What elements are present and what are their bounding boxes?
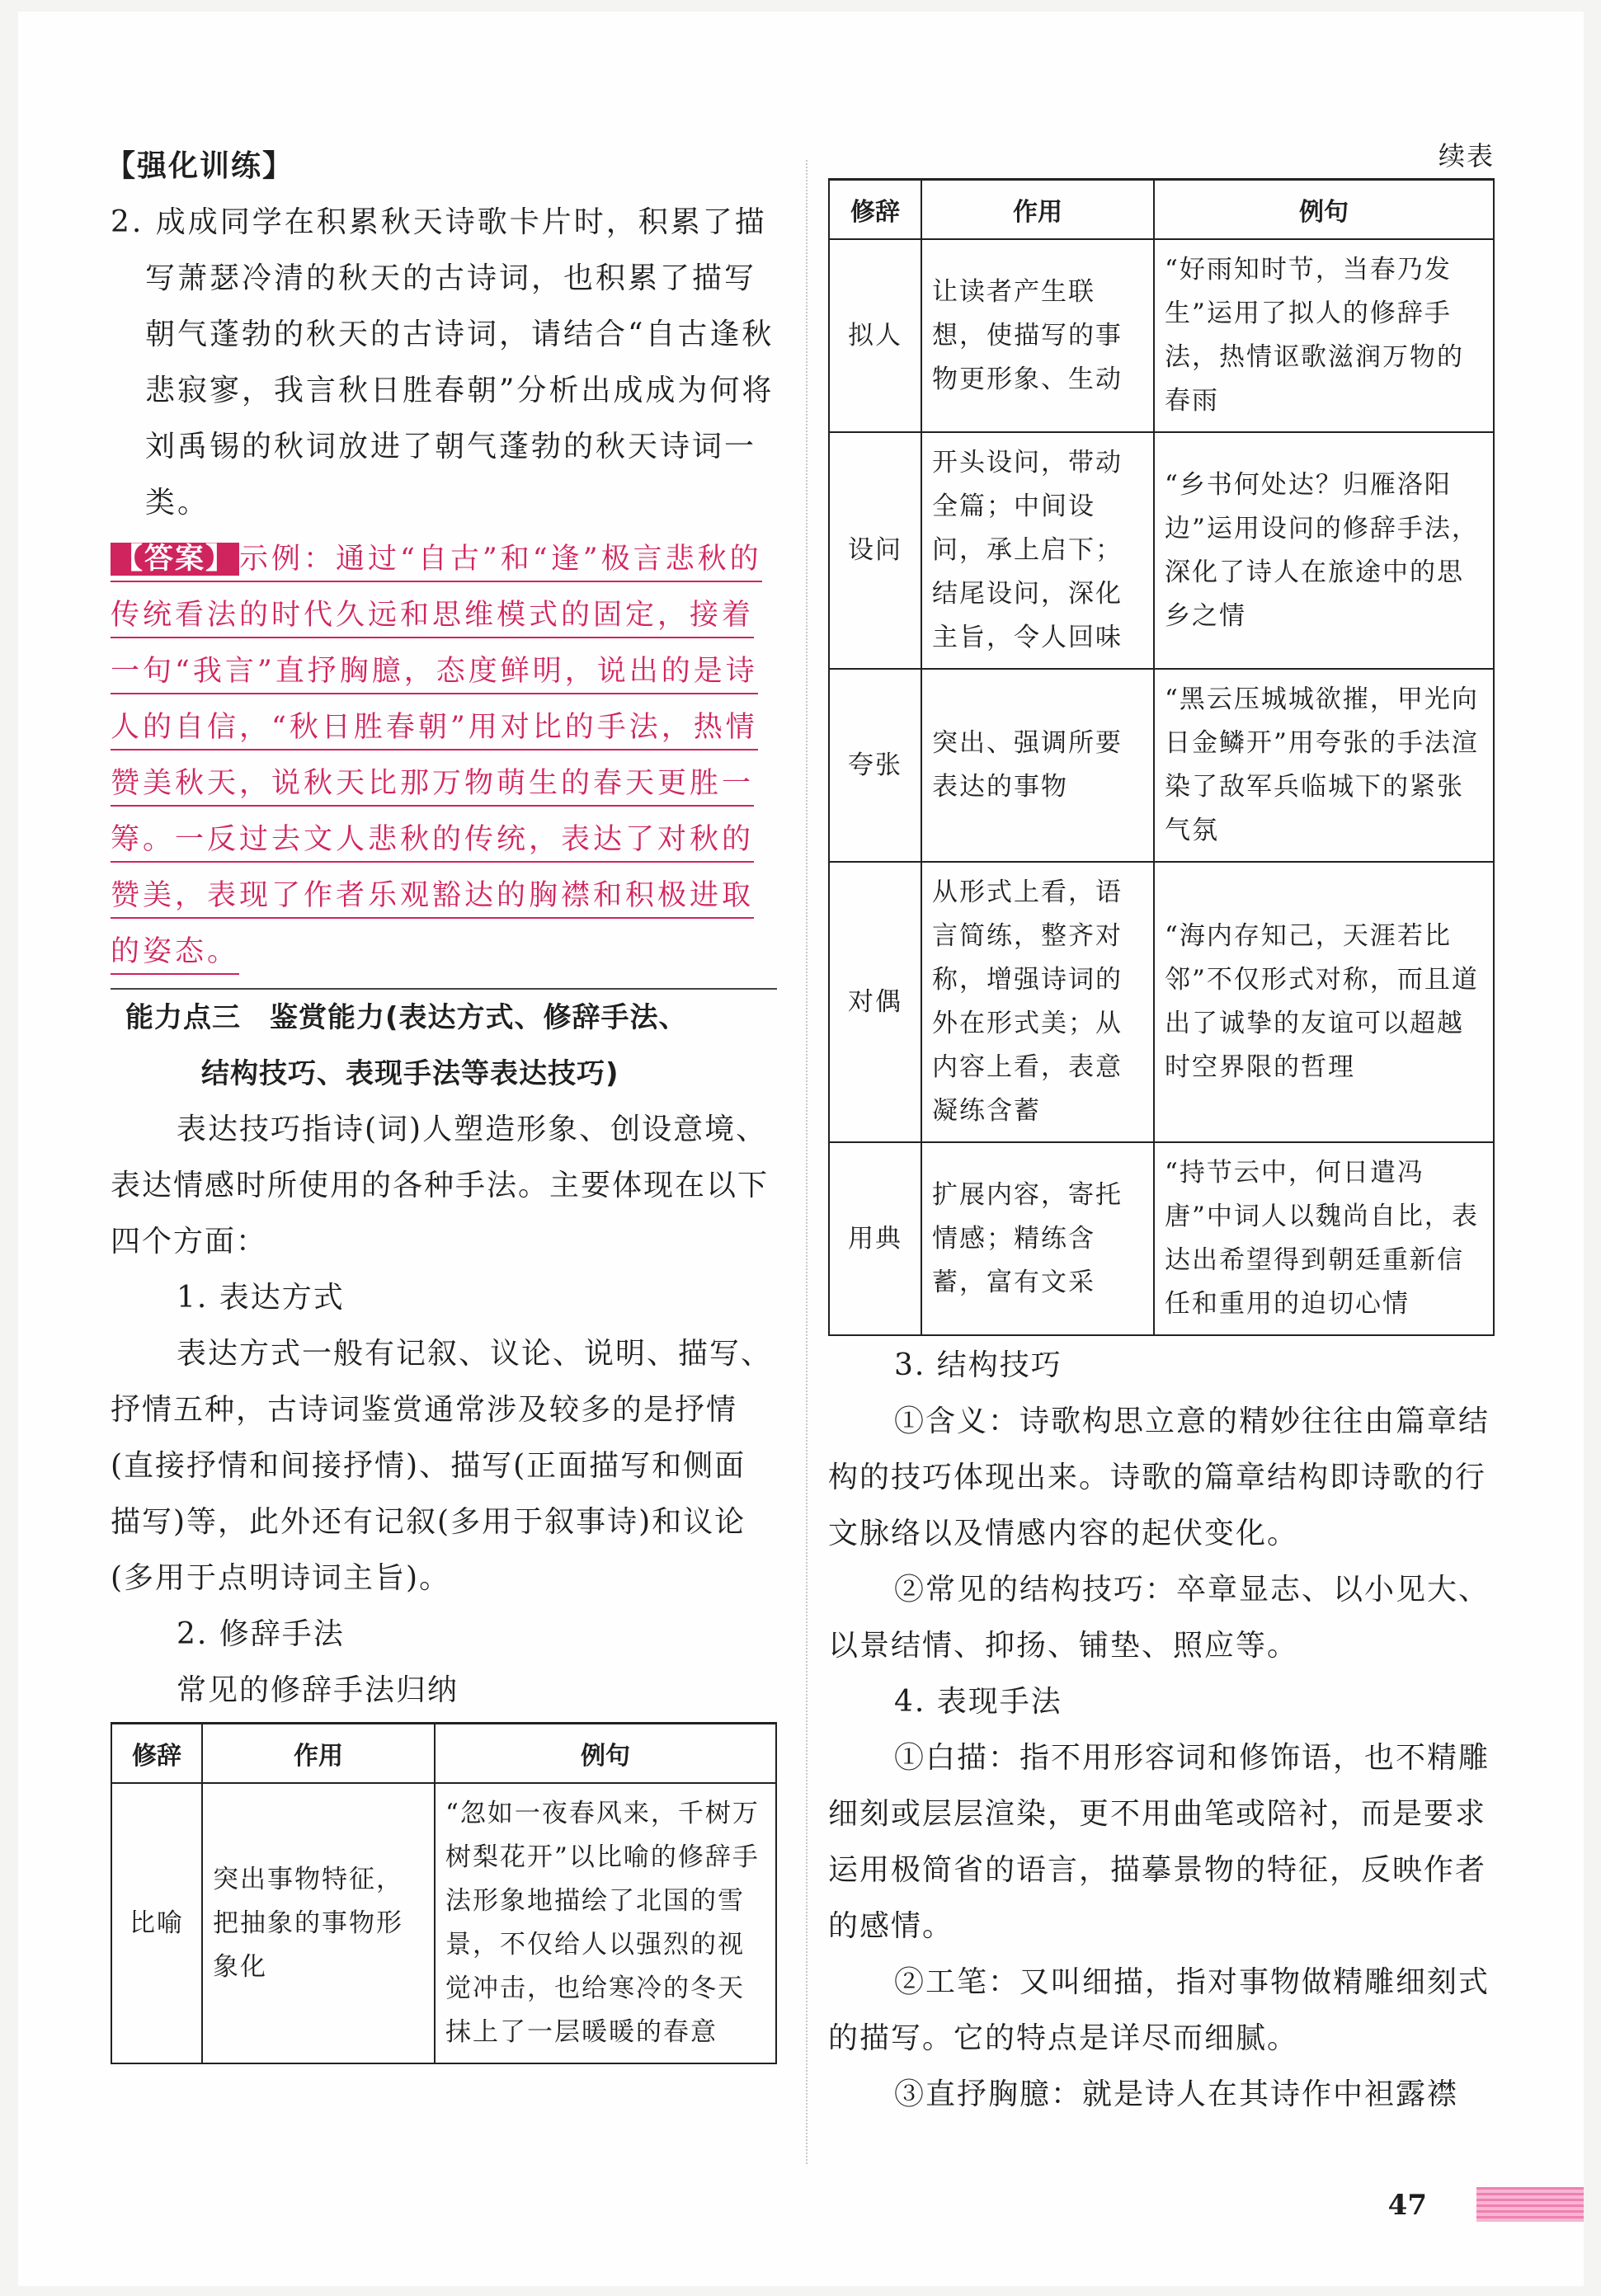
answer-block — [111, 531, 777, 980]
table-header-type: 修辞 — [829, 180, 921, 240]
table-row — [829, 669, 1494, 862]
table-cell-effect: 突出、强调所要表达的事物 — [921, 669, 1154, 862]
heading-expression: 1. 表达方式 — [177, 1281, 345, 1315]
table-row — [829, 432, 1494, 669]
intro-paragraph: 表达技巧指诗(词)人塑造形象、创设意境、表达情感时所使用的各种手法。主要体现在以下四个方面： — [111, 1113, 770, 1259]
rhetoric-subtitle: 常见的修辞手法归纳 — [177, 1673, 459, 1707]
table-cell-type: 设问 — [829, 432, 921, 669]
table-row — [829, 239, 1494, 432]
table-row — [829, 862, 1494, 1142]
table-header-example: 例句 — [1154, 180, 1494, 240]
heading-structure: 3. 结构技巧 — [894, 1348, 1062, 1382]
heading-rhetoric: 2. 修辞手法 — [177, 1617, 345, 1651]
heading-technique: 4. 表现手法 — [894, 1685, 1062, 1719]
table-cell-effect: 扩展内容，寄托情感；精练含蓄，富有文采 — [921, 1142, 1154, 1335]
table-cell-type: 用典 — [829, 1142, 921, 1335]
answer-tag: 【答案】 — [111, 543, 239, 576]
answer-text: 示例：通过“自古”和“逢”极言悲秋的传统看法的时代久远和思维模式的固定，接着一句“我言”直抒胸臆，态度鲜明，说出的是诗人的自信，“秋日胜春朝”用对比的手法，热情赞美秋天，说秋天比那万物萌生的春天更胜一筹。一反过去文人悲秋的传统，表达了对秋的赞美，表现了作者乐观豁达的胸襟和积极进取的姿态。 — [111, 543, 762, 968]
column-divider — [806, 160, 808, 2164]
table-cell-effect: 让读者产生联想，使描写的事物更形象、生动 — [921, 239, 1154, 432]
table-cell-type: 比喻 — [111, 1783, 202, 2063]
table-cell-effect: 突出事物特征，把抽象的事物形象化 — [202, 1783, 435, 2063]
left-column — [106, 139, 777, 2064]
table-cell-effect: 从形式上看，语言简练，整齐对称，增强诗词的外在形式美；从内容上看，表意凝练含蓄 — [921, 862, 1154, 1142]
table-header-example: 例句 — [435, 1724, 776, 1784]
table-cell-type: 夸张 — [829, 669, 921, 862]
question-2: 2. 成成同学在积累秋天诗歌卡片时，积累了描写萧瑟冷清的秋天的古诗词，也积累了描写朝气蓬勃的秋天的古诗词，请结合“自古逢秋悲寂寥，我言秋日胜春朝”分析出成成为何将刘禹锡的秋词放进了朝气蓬勃的秋天诗词一类。 — [111, 205, 775, 520]
table-cell-type: 拟人 — [829, 239, 921, 432]
section-header: 【强化训练】 — [106, 149, 294, 183]
technique-gongbi: ②工笔：又叫细描，指对事物做精雕细刻式的描写。它的特点是详尽而细腻。 — [828, 1965, 1490, 2055]
expression-paragraph: 表达方式一般有记叙、议论、说明、描写、抒情五种，古诗词鉴赏通常涉及较多的是抒情(直接抒情和间接抒情)、描写(正面描写和侧面描写)等，此外还有记叙(多用于叙事诗)和议论(多用于点明诗词主旨)。 — [111, 1337, 773, 1595]
table-header-effect: 作用 — [921, 180, 1154, 240]
rhetoric-table-part2 — [828, 178, 1495, 1336]
table-cell-example: “好雨知时节，当春乃发生”运用了拟人的修辞手法，热情讴歌滋润万物的春雨 — [1154, 239, 1494, 432]
table-header-effect: 作用 — [202, 1724, 435, 1784]
section-title-line1: 能力点三 鉴赏能力(表达方式、修辞手法、 — [125, 1001, 688, 1034]
rhetoric-table-part1 — [111, 1722, 777, 2064]
table-cell-example: “黑云压城城欲摧，甲光向日金鳞开”用夸张的手法渲染了敌军兵临城下的紧张气氛 — [1154, 669, 1494, 862]
page-number: 47 — [1387, 2189, 1427, 2222]
technique-direct-expression: ③直抒胸臆：就是诗人在其诗作中袒露襟 — [894, 2077, 1459, 2111]
right-column — [828, 135, 1495, 2123]
table-cell-example: “乡书何处达？归雁洛阳边”运用设问的修辞手法，深化了诗人在旅途中的思乡之情 — [1154, 432, 1494, 669]
page-decoration-bar — [1476, 2187, 1584, 2222]
page — [18, 12, 1584, 2286]
structure-common: ②常见的结构技巧：卒章显志、以小见大、以景结情、抑扬、铺垫、照应等。 — [828, 1573, 1490, 1663]
table-cell-example: “忽如一夜春风来，千树万树梨花开”以比喻的修辞手法形象地描绘了北国的雪景，不仅给人以强烈的视觉冲击，也给寒冷的冬天抹上了一层暖暖的春意 — [435, 1783, 776, 2063]
technique-baimiao: ①白描：指不用形容词和修饰语，也不精雕细刻或层层渲染，更不用曲笔或陪衬，而是要求运用极简省的语言，描摹景物的特征，反映作者的感情。 — [828, 1741, 1490, 1943]
table-cell-type: 对偶 — [829, 862, 921, 1142]
table-header-type: 修辞 — [111, 1724, 202, 1784]
structure-meaning: ①含义：诗歌构思立意的精妙往往由篇章结构的技巧体现出来。诗歌的篇章结构即诗歌的行文脉络以及情感内容的起伏变化。 — [828, 1404, 1490, 1550]
table-cell-example: “持节云中，何日遣冯唐”中词人以魏尚自比，表达出希望得到朝廷重新信任和重用的迫切心情 — [1154, 1142, 1494, 1335]
table-row — [111, 1783, 776, 2063]
section-title-line2: 结构技巧、表现手法等表达技巧) — [201, 1057, 619, 1090]
continued-label: 续表 — [1438, 140, 1495, 172]
table-cell-effect: 开头设问，带动全篇；中间设问，承上启下；结尾设问，深化主旨，令人回味 — [921, 432, 1154, 669]
table-row — [829, 1142, 1494, 1335]
table-cell-example: “海内存知己，天涯若比邻”不仅形式对称，而且道出了诚挚的友谊可以超越时空界限的哲理 — [1154, 862, 1494, 1142]
